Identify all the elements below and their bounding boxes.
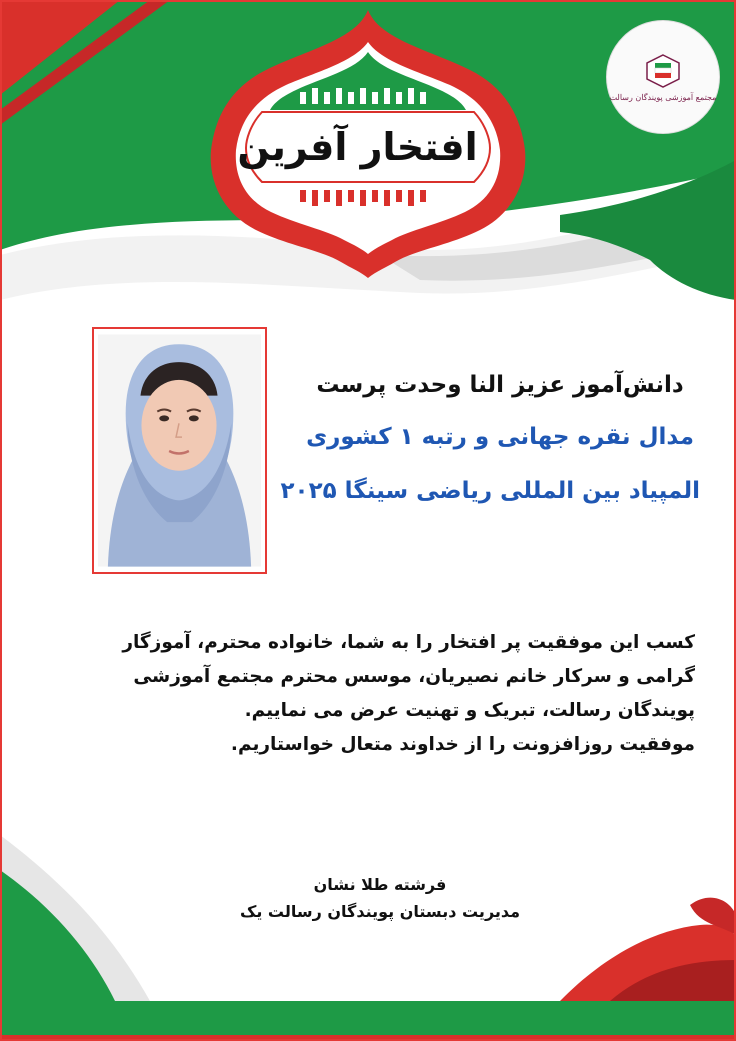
medal-line: مدال نقره جهانی و رتبه ۱ کشوری: [306, 424, 694, 450]
message-line: پویندگان رسالت، تبریک و تهنیت عرض می نماییم.: [244, 700, 695, 721]
school-logo-emblem-icon: [643, 53, 683, 89]
message-line: کسب این موفقیت پر افتخار را به شما، خانواده محترم، آموزگار: [122, 632, 695, 653]
message-line: گرامی و سرکار خانم نصیریان، موسس محترم مجتمع آموزشی: [133, 666, 695, 687]
signature-name: فرشته طلا نشان: [313, 875, 447, 894]
school-logo: [606, 20, 720, 134]
message-line: موفقیت روزافزونت را از خداوند متعال خواستاریم.: [230, 734, 695, 755]
student-portrait-icon: [98, 333, 261, 568]
bottom-red-stripe: [0, 1035, 736, 1041]
student-photo-frame: [92, 327, 267, 574]
logo-caption: مجتمع آموزشی پویندگان رسالت: [609, 92, 717, 102]
signature-role: مدیریت دبستان پویندگان رسالت یک: [239, 902, 521, 921]
certificate-title: افتخار آفرین: [237, 125, 478, 169]
olympiad-line: المپیاد بین المللی ریاضی سینگا ۲۰۲۵: [280, 478, 700, 504]
congratulation-message: [100, 626, 695, 762]
student-name-line: دانش‌آموز عزیز النا وحدت پرست: [316, 372, 684, 398]
